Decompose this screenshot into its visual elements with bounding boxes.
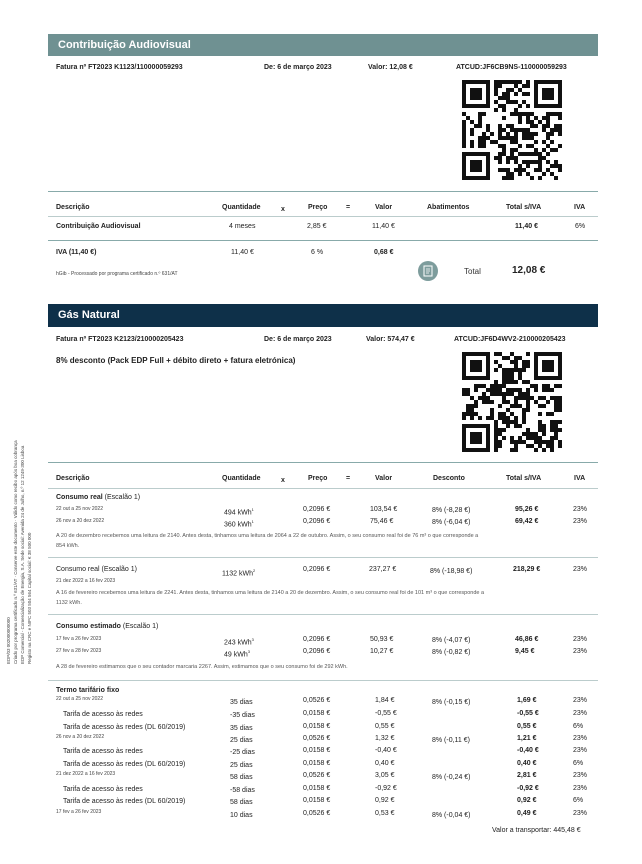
contribution-row-price: 2,85 € — [307, 223, 327, 230]
estimated-note: A 28 de fevereiro estimamos que o seu contador marcaria 2267. Assim, estimamos que o seu consumo foi de 292 kWh. — [56, 664, 348, 670]
consumption-total: 9,45 € — [515, 648, 535, 655]
fixed-term-iva: 23% — [573, 747, 588, 754]
real2-note-line2: 1132 kWh. — [56, 600, 82, 606]
consumption-quantity — [224, 649, 250, 658]
contribution-row-iva: 6% — [575, 223, 586, 230]
contribution-section-header — [48, 34, 598, 56]
consumption-total: 95,26 € — [515, 506, 539, 513]
fixed-term-label: Tarifa de acesso às redes — [63, 711, 143, 718]
real2-qty-value: 1132 kWh — [222, 570, 253, 578]
fixed-term-price: 0,0526 € — [303, 697, 331, 704]
fixed-term-period: 17 fev a 26 fev 2023 — [56, 809, 102, 815]
fixed-term-period: 22 out a 25 nov 2022 — [56, 696, 103, 702]
contribution-row-value: 11,40 € — [372, 223, 395, 230]
consumption-qty-value: 49 kWh — [224, 651, 248, 659]
document-seal-icon — [418, 261, 438, 281]
fixed-term-value: -0,92 € — [375, 785, 397, 792]
consumption-value: 10,27 € — [370, 648, 394, 655]
estimated-tier: (Escalão 1) — [122, 623, 159, 630]
gas-value: Valor: 574,47 € — [366, 336, 415, 343]
estimated-title: Consumo estimado — [56, 623, 121, 630]
fixed-term-iva: 6% — [573, 723, 584, 730]
fixed-term-quantity: -35 dias — [230, 712, 255, 719]
fixed-term-discount: 8% (-0,04 €) — [432, 812, 471, 819]
col-header-equals: = — [346, 204, 351, 211]
fixed-term-period: 21 dez 2022 a 16 fev 2023 — [56, 771, 116, 777]
gas-col-header-quantity: Quantidade — [222, 475, 261, 482]
fixed-term-price: 0,0526 € — [303, 772, 331, 779]
fixed-term-title: Termo tarifário fixo — [56, 687, 120, 694]
fixed-term-quantity: 58 dias — [230, 774, 253, 781]
gas-qr-code — [462, 352, 562, 452]
real2-title-line — [56, 566, 137, 573]
consumption-quantity — [224, 519, 254, 528]
fixed-term-quantity: 58 dias — [230, 799, 253, 806]
gas-atcud: ATCUD:JF6D4WV2-210000205423 — [454, 336, 566, 343]
real2-iva: 23% — [573, 566, 588, 573]
consumption-price: 0,2096 € — [303, 648, 331, 655]
consumption-qty-value: 494 kWh — [224, 509, 252, 517]
gas-col-header-total: Total s/IVA — [506, 475, 542, 482]
fixed-term-discount: 8% (-0,11 €) — [432, 737, 470, 744]
col-header-iva: IVA — [574, 204, 586, 211]
consumption-period: 26 nov a 20 dez 2022 — [56, 518, 105, 524]
col-header-quantity: Quantidade — [222, 204, 261, 211]
real1-title-line — [56, 494, 140, 501]
fixed-term-value: 1,84 € — [375, 697, 395, 704]
fixed-term-value: -0,40 € — [375, 747, 397, 754]
consumption-discount: 8% (-8,28 €) — [432, 507, 471, 514]
gas-col-header-discount: Desconto — [433, 475, 465, 482]
fixed-term-iva: 6% — [573, 797, 584, 804]
contribution-title: Contribuição Audiovisual — [58, 39, 191, 51]
iva-row-rate: 6 % — [311, 249, 324, 256]
fixed-term-total: 2,81 € — [517, 772, 537, 779]
fixed-term-discount: 8% (-0,24 €) — [432, 774, 471, 781]
consumption-qty-note: 3 — [247, 649, 250, 654]
fixed-term-price: 0,0158 € — [303, 760, 331, 767]
fixed-term-value: 0,55 € — [375, 723, 395, 730]
real2-discount: 8% (-18,98 €) — [430, 568, 473, 575]
consumption-period: 22 out a 25 nov 2022 — [56, 506, 103, 512]
gas-invoice-number: Fatura nº FT2023 K2123/210000205423 — [56, 336, 184, 343]
fixed-term-price: 0,0526 € — [303, 735, 331, 742]
consumption-total: 46,86 € — [515, 636, 539, 643]
contribution-qr-code — [462, 80, 562, 180]
consumption-iva: 23% — [573, 636, 588, 643]
fixed-term-price: 0,0158 € — [303, 723, 331, 730]
legal-sidebar-line4: Registo na CRC e NIPC 503 504 564 Capital social: € 38 500 000 — [27, 532, 32, 664]
gas-col-header-equals: = — [346, 475, 351, 482]
real2-note-line1: A 16 de fevereiro recebemos uma leitura de 2241. Antes desta, tinhamos uma leitura de 2140 a 20 de dezembro. Assim, o seu consumo real foi de 101 m³ o que corresponde a — [56, 590, 485, 596]
contribution-value: Valor: 12,08 € — [368, 64, 413, 71]
contribution-date: De: 6 de março 2023 — [264, 64, 332, 71]
fixed-term-quantity: 25 dias — [230, 762, 253, 769]
gas-title: Gás Natural — [58, 309, 120, 321]
real2-price: 0,2096 € — [303, 566, 331, 573]
contribution-invoice-number: Fatura nº FT2023 K1123/110000059293 — [56, 64, 183, 71]
consumption-qty-note: 1 — [251, 507, 254, 512]
fixed-term-price: 0,0158 € — [303, 710, 331, 717]
fixed-term-iva: 23% — [573, 735, 588, 742]
legal-sidebar-line3: EDP Comercial - Comercialização de Energia, S.A. Sede social: Avenida 24 de Julho, n.º 12 1249-300 Lisboa — [20, 445, 25, 664]
consumption-qty-note: 1 — [251, 519, 254, 524]
iva-row-value: 0,68 € — [374, 249, 394, 256]
carry-forward-value: Valor a transportar: 445,48 € — [492, 827, 581, 834]
fixed-term-label: Tarifa de acesso às redes — [63, 748, 143, 755]
consumption-total: 69,42 € — [515, 518, 539, 525]
consumption-quantity — [224, 637, 254, 646]
fixed-term-quantity: -58 dias — [230, 787, 255, 794]
contribution-row-quantity: 4 meses — [229, 223, 256, 230]
col-header-value: Valor — [375, 204, 393, 211]
fixed-term-label: Tarifa de acesso às redes — [63, 786, 143, 793]
fixed-term-value: 1,32 € — [375, 735, 395, 742]
gas-col-header-times: x — [281, 477, 285, 484]
iva-row-base: 11,40 € — [231, 249, 254, 256]
consumption-price: 0,2096 € — [303, 636, 331, 643]
consumption-iva: 23% — [573, 518, 588, 525]
fixed-term-total: -0,40 € — [517, 747, 539, 754]
fixed-term-price: 0,0158 € — [303, 785, 331, 792]
gas-col-header-iva: IVA — [574, 475, 586, 482]
col-header-description: Descrição — [56, 204, 90, 211]
fixed-term-iva: 23% — [573, 710, 588, 717]
fixed-term-total: 0,49 € — [517, 810, 537, 817]
fixed-term-total: 0,55 € — [517, 723, 537, 730]
contribution-atcud: ATCUD:JF6CB9NS-110000059293 — [456, 64, 567, 71]
consumption-qty-value: 243 kWh — [224, 639, 252, 647]
fixed-term-quantity: 25 dias — [230, 737, 253, 744]
fixed-term-value: 0,40 € — [375, 760, 395, 767]
fixed-term-total: 0,92 € — [517, 797, 537, 804]
consumption-value: 75,46 € — [370, 518, 394, 525]
fixed-term-label: Tarifa de acesso às redes (DL 60/2019) — [63, 798, 186, 805]
gas-discount-note: 8% desconto (Pack EDP Full + débito direto + fatura eletrónica) — [56, 356, 296, 365]
consumption-period: 27 fev a 28 fev 2023 — [56, 648, 102, 654]
gas-col-header-description: Descrição — [56, 475, 90, 482]
real2-quantity — [222, 568, 255, 577]
real1-note-line1: A 20 de dezembro recebemos uma leitura de 2140. Antes desta, tinhamos uma leitura de 2064 a 22 de outubro. Assim, o seu consumo real foi de 76 m³ o que corresponde a — [56, 533, 479, 539]
consumption-price: 0,2096 € — [303, 518, 331, 525]
fixed-term-price: 0,0158 € — [303, 797, 331, 804]
fixed-term-iva: 23% — [573, 810, 588, 817]
fixed-term-value: 0,92 € — [375, 797, 395, 804]
estimated-title-line — [56, 623, 158, 630]
fixed-term-discount: 8% (-0,15 €) — [432, 699, 471, 706]
col-header-times: x — [281, 206, 285, 213]
col-header-discount: Abatimentos — [427, 204, 470, 211]
fixed-term-iva: 23% — [573, 697, 588, 704]
fixed-term-value: 0,53 € — [375, 810, 395, 817]
fixed-term-quantity: -25 dias — [230, 749, 255, 756]
real2-period: 21 dez 2022 a 16 fev 2023 — [56, 578, 116, 584]
consumption-discount: 8% (-0,82 €) — [432, 649, 471, 656]
fixed-term-quantity: 10 dias — [230, 812, 253, 819]
col-header-price: Preço — [308, 204, 328, 211]
consumption-iva: 23% — [573, 506, 588, 513]
real2-total: 218,29 € — [513, 566, 541, 573]
gas-date: De: 6 de março 2023 — [264, 336, 332, 343]
consumption-iva: 23% — [573, 648, 588, 655]
contribution-total-value: 12,08 € — [512, 265, 546, 276]
real2-qty-note: 2 — [253, 568, 256, 573]
consumption-discount: 8% (-4,07 €) — [432, 637, 471, 644]
fixed-term-total: 1,21 € — [517, 735, 537, 742]
certified-program-note: hGib - Processado por programa certificado n.º 631/AT — [56, 271, 178, 277]
fixed-term-quantity: 35 dias — [230, 725, 253, 732]
fixed-term-total: 1,69 € — [517, 697, 537, 704]
fixed-term-price: 0,0526 € — [303, 810, 331, 817]
consumption-period: 17 fev a 26 fev 2023 — [56, 636, 102, 642]
contribution-row-description: Contribuição Audiovisual — [56, 223, 141, 230]
consumption-discount: 8% (-6,04 €) — [432, 519, 471, 526]
fixed-term-total: -0,55 € — [517, 710, 539, 717]
consumption-quantity — [224, 507, 254, 516]
fixed-term-quantity: 35 dias — [230, 699, 253, 706]
fixed-term-label: Tarifa de acesso às redes (DL 60/2019) — [63, 724, 186, 731]
fixed-term-total: -0,92 € — [517, 785, 539, 792]
legal-sidebar-line2: Criado por programa certificado n.º 631/AT · Conserve este documento · Válido como recibo após boa cobrança — [13, 440, 18, 664]
fixed-term-total: 0,40 € — [517, 760, 537, 767]
consumption-value: 103,54 € — [370, 506, 398, 513]
fixed-term-iva: 6% — [573, 760, 584, 767]
fixed-term-iva: 23% — [573, 785, 588, 792]
fixed-term-value: -0,55 € — [375, 710, 397, 717]
real2-tier: (Escalão 1) — [101, 566, 137, 573]
gas-col-header-price: Preço — [308, 475, 328, 482]
contribution-row-total: 11,40 € — [515, 223, 538, 230]
real1-note-line2: 854 kWh. — [56, 543, 80, 549]
fixed-term-label: Tarifa de acesso às redes (DL 60/2019) — [63, 761, 186, 768]
real1-tier: (Escalão 1) — [104, 494, 141, 501]
gas-col-header-value: Valor — [375, 475, 393, 482]
fixed-term-value: 3,05 € — [375, 772, 395, 779]
fixed-term-period: 26 nov a 20 dez 2022 — [56, 734, 105, 740]
gas-section-header — [48, 304, 598, 327]
real2-value: 237,27 € — [369, 566, 397, 573]
contribution-total-label: Total — [464, 267, 481, 276]
col-header-total: Total s/IVA — [506, 204, 542, 211]
real2-title: Consumo real — [56, 566, 100, 573]
iva-row-label: IVA (11,40 €) — [56, 249, 97, 256]
consumption-value: 50,93 € — [370, 636, 394, 643]
consumption-price: 0,2096 € — [303, 506, 331, 513]
real1-title: Consumo real — [56, 494, 103, 501]
fixed-term-iva: 23% — [573, 772, 588, 779]
fixed-term-price: 0,0158 € — [303, 747, 331, 754]
legal-sidebar-line1: EDP/03 002000000000 — [6, 617, 11, 664]
consumption-qty-value: 360 kWh — [224, 521, 252, 529]
consumption-qty-note: 3 — [251, 637, 254, 642]
